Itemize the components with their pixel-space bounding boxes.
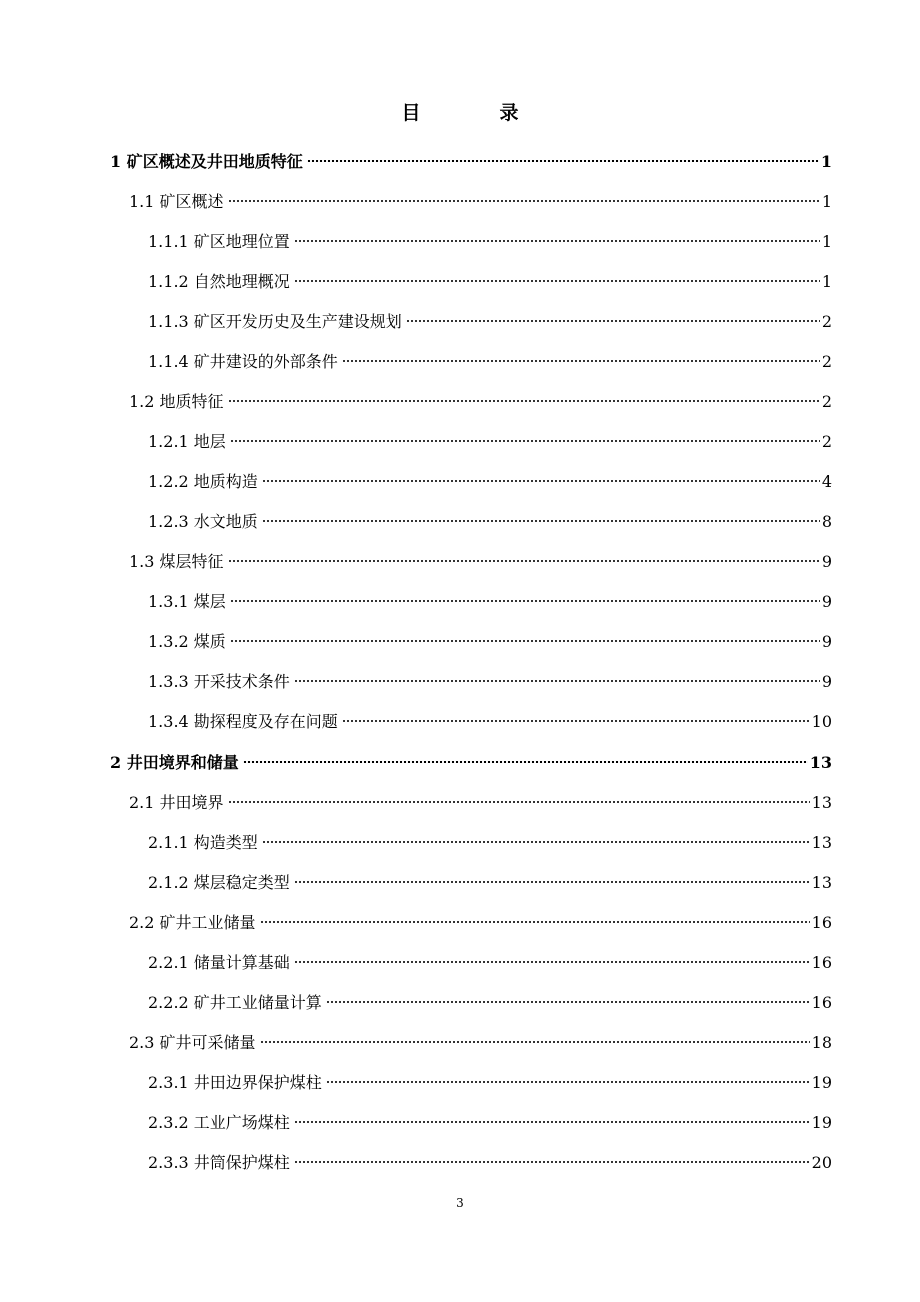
toc-entry-label: 1.1.2 自然地理概况 <box>148 272 290 291</box>
toc-entry-page: 1 <box>821 192 832 211</box>
toc-leader-dots <box>262 463 820 487</box>
toc-entry-page: 10 <box>811 712 832 731</box>
toc-entry[interactable] <box>148 1144 832 1172</box>
toc-entry[interactable] <box>148 623 832 651</box>
toc-entry-page: 9 <box>821 632 832 651</box>
toc-entry[interactable] <box>148 223 832 251</box>
toc-leader-dots <box>228 543 820 567</box>
toc-entry[interactable] <box>110 744 832 772</box>
toc-entry[interactable] <box>129 1024 832 1052</box>
toc-entry-label: 1.3.4 勘探程度及存在问题 <box>148 712 338 731</box>
toc-entry[interactable] <box>148 583 832 611</box>
toc-entry[interactable] <box>129 183 832 211</box>
toc-entry-label: 1.1 矿区概述 <box>129 192 224 211</box>
toc-leader-dots <box>307 143 819 167</box>
toc-leader-dots <box>294 663 820 687</box>
page-number: 3 <box>456 1196 464 1210</box>
toc-entry[interactable] <box>148 824 832 852</box>
toc-entry-page: 1 <box>821 232 832 251</box>
toc-entry-label: 2.3.1 井田边界保护煤柱 <box>148 1073 322 1092</box>
toc-entry[interactable] <box>148 703 832 731</box>
toc-entry[interactable] <box>129 383 832 411</box>
toc-entry-page: 19 <box>811 1073 832 1092</box>
toc-entry-page: 4 <box>821 472 832 491</box>
toc-leader-dots <box>342 343 820 367</box>
toc-leader-dots <box>294 263 820 287</box>
toc-entry-page: 16 <box>811 953 832 972</box>
toc-entry[interactable] <box>148 663 832 691</box>
toc-leader-dots <box>262 503 820 527</box>
toc-entry-label: 1.3.2 煤质 <box>148 632 226 651</box>
toc-entry-label: 2.2.2 矿井工业储量计算 <box>148 993 322 1012</box>
toc-entry[interactable] <box>148 503 832 531</box>
toc-entry-label: 1.3.1 煤层 <box>148 592 226 611</box>
toc-entry-label: 2.1.1 构造类型 <box>148 833 258 852</box>
toc-leader-dots <box>230 423 820 447</box>
toc-leader-dots <box>243 744 808 768</box>
toc-entry-label: 2.3.2 工业广场煤柱 <box>148 1113 290 1132</box>
toc-entry-label: 2.1.2 煤层稳定类型 <box>148 873 290 892</box>
toc-entry[interactable] <box>148 263 832 291</box>
toc-leader-dots <box>342 703 810 727</box>
toc-entry-page: 9 <box>821 552 832 571</box>
toc-entry[interactable] <box>129 784 832 812</box>
toc-entry-page: 13 <box>811 793 832 812</box>
toc-entry-label: 2.3 矿井可采储量 <box>129 1033 256 1052</box>
toc-entry-page: 20 <box>811 1153 832 1172</box>
toc-entry[interactable] <box>148 343 832 371</box>
toc-entry-label: 1.2.2 地质构造 <box>148 472 258 491</box>
toc-entry-page: 13 <box>811 833 832 852</box>
toc-leader-dots <box>294 223 820 247</box>
toc-leader-dots <box>228 383 820 407</box>
toc-entry[interactable] <box>110 143 832 171</box>
toc-entry-page: 9 <box>821 672 832 691</box>
toc-entry-label: 2 井田境界和储量 <box>110 753 239 772</box>
toc-entry-label: 1.2.3 水文地质 <box>148 512 258 531</box>
toc-leader-dots <box>230 623 820 647</box>
toc-entry-page: 2 <box>821 352 832 371</box>
toc-leader-dots <box>406 303 820 327</box>
toc-entry-page: 18 <box>811 1033 832 1052</box>
toc-entry-page: 8 <box>821 512 832 531</box>
toc-entry-label: 2.1 井田境界 <box>129 793 224 812</box>
toc-entry-label: 1.1.4 矿井建设的外部条件 <box>148 352 338 371</box>
toc-entry[interactable] <box>148 984 832 1012</box>
toc-leader-dots <box>294 1104 810 1128</box>
toc-entry-label: 1.2.1 地层 <box>148 432 226 451</box>
toc-entry-page: 13 <box>809 753 832 772</box>
toc-entry[interactable] <box>148 1104 832 1132</box>
toc-entry-label: 1.1.1 矿区地理位置 <box>148 232 290 251</box>
toc-entry-page: 2 <box>821 392 832 411</box>
toc-leader-dots <box>326 1064 810 1088</box>
toc-entry[interactable] <box>148 1064 832 1092</box>
toc-entry-label: 1.1.3 矿区开发历史及生产建设规划 <box>148 312 402 331</box>
toc-leader-dots <box>294 864 810 888</box>
toc-entry-page: 9 <box>821 592 832 611</box>
toc-entry-page: 16 <box>811 993 832 1012</box>
toc-entry-page: 2 <box>821 312 832 331</box>
toc-entry[interactable] <box>148 463 832 491</box>
toc-entry-label: 1.3 煤层特征 <box>129 552 224 571</box>
toc-leader-dots <box>294 944 810 968</box>
toc-entry[interactable] <box>148 303 832 331</box>
toc-entry-page: 1 <box>820 152 832 171</box>
toc-leader-dots <box>228 183 820 207</box>
toc-leader-dots <box>230 583 820 607</box>
toc-entry[interactable] <box>148 944 832 972</box>
toc-entry-label: 2.2 矿井工业储量 <box>129 913 256 932</box>
toc-entry-label: 1 矿区概述及井田地质特征 <box>110 152 303 171</box>
toc-entry[interactable] <box>148 864 832 892</box>
toc-entry-label: 1.3.3 开采技术条件 <box>148 672 290 691</box>
toc-entry-page: 2 <box>821 432 832 451</box>
toc-entry[interactable] <box>129 543 832 571</box>
toc-entry-page: 13 <box>811 873 832 892</box>
toc-entry-label: 2.3.3 井筒保护煤柱 <box>148 1153 290 1172</box>
toc-entry[interactable] <box>148 423 832 451</box>
toc-entry-page: 19 <box>811 1113 832 1132</box>
toc-entry-page: 16 <box>811 913 832 932</box>
toc-leader-dots <box>262 824 810 848</box>
toc-leader-dots <box>326 984 810 1008</box>
toc-leader-dots <box>260 1024 810 1048</box>
toc-entry-label: 1.2 地质特征 <box>129 392 224 411</box>
toc-entry-label: 2.2.1 储量计算基础 <box>148 953 290 972</box>
toc-title: 目 录 <box>401 102 549 124</box>
toc-leader-dots <box>260 904 810 928</box>
toc-entry[interactable] <box>129 904 832 932</box>
toc-leader-dots <box>294 1144 810 1168</box>
toc-leader-dots <box>228 784 810 808</box>
toc-entry-page: 1 <box>821 272 832 291</box>
